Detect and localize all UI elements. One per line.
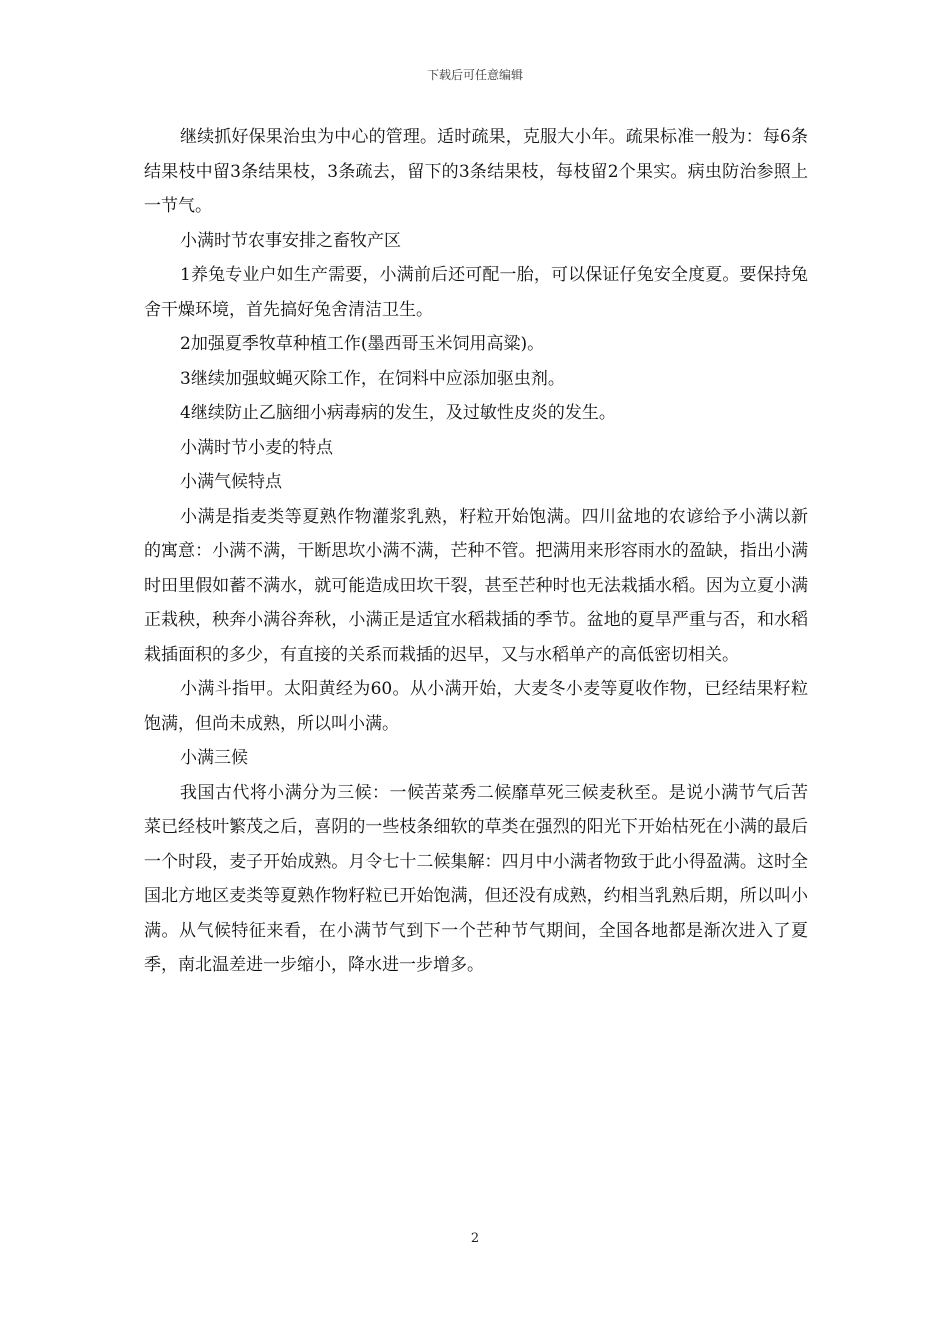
heading-three-phases: 小满三候	[180, 748, 248, 768]
paragraph-climate-description: 小满是指麦类等夏熟作物灌浆乳熟，籽粒开始饱满。四川盆地的农谚给予小满以新的寓意：小满不满，干断思坎小满不满，芒种不管。把满用来形容雨水的盈缺，指出小满时田里假如蓄不满水，就可能造成田坎干裂，甚至芒种时也无法栽插水稻。因为立夏小满正栽秧，秧奔小满谷奔秋，小满正是适宜水稻栽插的季节。盆地的夏旱严重与否，和水稻栽插面积的多少，有直接的关系而栽插的迟早，又与水稻单产的高低密切相关。	[144, 506, 808, 665]
heading-climate-features: 小满气候特点	[180, 472, 282, 492]
paragraph-disease-prevention: 4继续防止乙脑细小病毒病的发生，及过敏性皮炎的发生。	[180, 403, 616, 423]
paragraph-solar-term: 小满斗指甲。太阳黄经为60。从小满开始，大麦冬小麦等夏收作物，已经结果籽粒饱满，但尚未成熟，所以叫小满。	[144, 679, 808, 734]
document-body	[144, 120, 808, 983]
paragraph-rabbit-breeding: 1养兔专业户如生产需要，小满前后还可配一胎，可以保证仔兔安全度夏。要保持兔舍干燥环境，首先搞好兔舍清洁卫生。	[144, 265, 808, 320]
paragraph-forage-planting: 2加强夏季牧草种植工作(墨西哥玉米饲用高粱)。	[180, 334, 545, 354]
paragraph-three-phases: 我国古代将小满分为三候：一候苦菜秀二候靡草死三候麦秋至。是说小满节气后苦菜已经枝叶繁茂之后，喜阴的一些枝条细软的草类在强烈的阳光下开始枯死在小满的最后一个时段，麦子开始成熟。月令七十二候集解：四月中小满者物致于此小得盈满。这时全国北方地区麦类等夏熟作物籽粒已开始饱满，但还没有成熟，约相当乳熟后期，所以叫小满。从气候特征来看，在小满节气到下一个芒种节气期间，全国各地都是渐次进入了夏季，南北温差进一步缩小，降水进一步增多。	[144, 782, 808, 975]
page-number: 2	[470, 1231, 480, 1246]
page-header: 下载后可任意编辑	[426, 68, 523, 82]
paragraph-mosquito-control: 3继续加强蚊蝇灭除工作，在饲料中应添加驱虫剂。	[180, 368, 565, 389]
paragraph-fruit-management: 继续抓好保果治虫为中心的管理。适时疏果，克服大小年。疏果标准一般为：每6条结果枝中留3条结果枝，3条疏去，留下的3条结果枝，每枝留2个果实。病虫防治参照上一节气。	[144, 127, 808, 216]
heading-wheat-features: 小满时节小麦的特点	[180, 437, 333, 458]
heading-livestock-area: 小满时节农事安排之畜牧产区	[180, 230, 401, 251]
